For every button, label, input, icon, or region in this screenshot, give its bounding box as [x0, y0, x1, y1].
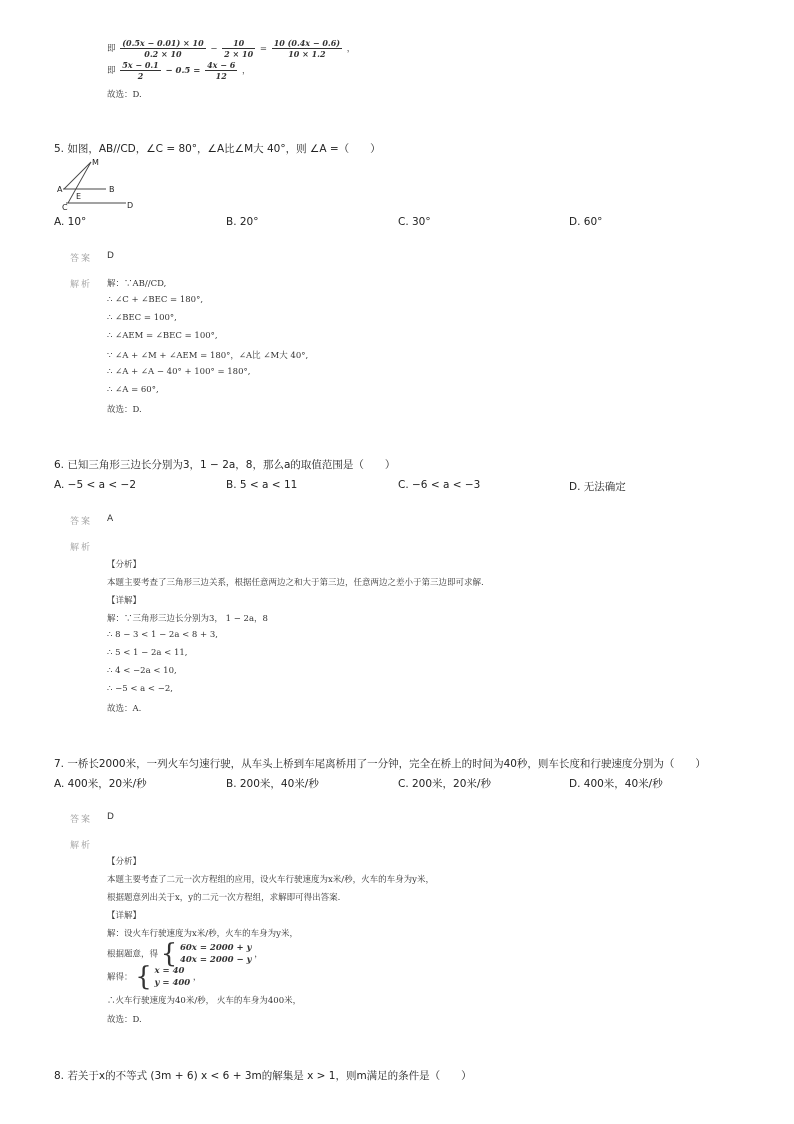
brace: { [160, 939, 178, 969]
denominator: 10 × 1.2 [288, 49, 326, 59]
q8-stem: 8. 若关于x的不等式 (3m + 6) x < 6 + 3m的解集是 x > 1，则m满足的条件是（ ） [54, 1070, 472, 1082]
q4-choose: 故选：D. [107, 90, 142, 100]
q7-analysis-line: 解：设火车行驶速度为x米/秒，火车的车身为y米， [107, 929, 298, 939]
q5-analysis-line: ∴ ∠C + ∠BEC = 180°, [107, 295, 204, 305]
q7-answer-tag: 答案 [70, 815, 93, 825]
q6-option-d[interactable]: D. 无法确定 [569, 481, 626, 493]
denominator: 2 [137, 71, 144, 81]
q6-analysis-line: 解：∵三角形三边长分别为3， 1 − 2a，8 [107, 614, 268, 624]
equation: y = 400 [154, 978, 191, 988]
q5-option-d[interactable]: D. 60° [569, 216, 603, 228]
q6-stem: 6. 已知三角形三边长分别为3，1 − 2a，8，那么a的取值范围是（ ） [54, 459, 396, 471]
solution-system [154, 965, 190, 989]
q5-analysis-line: ∴ ∠AEM = ∠BEC = 100°, [107, 331, 218, 341]
q5-analysis-tag: 解析 [70, 280, 93, 290]
q5-analysis-line: ∴ ∠A = 60°, [107, 385, 159, 395]
numerator: 10 [222, 38, 255, 49]
q7-option-c[interactable]: C. 200米，20米/秒 [398, 778, 491, 790]
q5-option-b[interactable]: B. 20° [226, 216, 259, 228]
q6-answer-tag: 答案 [70, 517, 93, 527]
q7-analysis-line: 本题主要考查了二元一次方程组的应用，设火车行驶速度为x米/秒，火车的车身为y米， [107, 875, 434, 885]
label-e: E [76, 192, 82, 201]
q5-analysis-line: 故选：D. [107, 405, 142, 415]
equation-system [180, 942, 252, 966]
line-am [64, 162, 91, 189]
q7-option-d[interactable]: D. 400米，40米/秒 [569, 778, 663, 790]
fraction [120, 60, 161, 81]
brace: { [135, 962, 152, 992]
q5-option-a[interactable]: A. 10° [54, 216, 87, 228]
q6-analysis-line: ∴ 4 < −2a < 10, [107, 666, 177, 676]
denominator: 2 × 10 [224, 49, 254, 59]
equation: x = 40 [154, 966, 185, 976]
q7-analysis-line: 【详解】 [107, 911, 142, 921]
q6-analysis-line: 【详解】 [107, 596, 142, 606]
q7-conclusion: ∴火车行驶速度为40米/秒， 火车的车身为400米， [107, 996, 302, 1006]
label-c: C [62, 203, 68, 212]
q5-figure [54, 156, 144, 212]
solution-label: 解得： [107, 972, 133, 983]
q5-option-c[interactable]: C. 30° [398, 216, 431, 228]
q5-analysis-line: ∵ ∠A + ∠M + ∠AEM = 180°，∠A比 ∠M大 40°, [107, 351, 309, 361]
punct: ， [192, 972, 202, 983]
q7-choose: 故选：D. [107, 1015, 142, 1025]
q7-stem: 7. 一桥长2000米，一列火车匀速行驶，从车头上桥到车尾离桥用了一分钟，完全在桥上的时间为40秒，则车长度和行驶速度分别为（ ） [54, 758, 706, 770]
q5-analysis-line: 解：∵AB//CD, [107, 279, 167, 289]
q6-analysis-line: 【分析】 [107, 560, 142, 570]
label-d: D [127, 201, 134, 210]
q7-solution-line [107, 964, 201, 990]
q6-option-c[interactable]: C. −6 < a < −3 [398, 479, 481, 491]
q5-answer-tag: 答案 [70, 254, 93, 264]
numerator: 5x − 0.1 [122, 60, 159, 70]
numerator: 10 (0.4x − 0.6) [273, 38, 341, 48]
q7-option-a[interactable]: A. 400米，20米/秒 [54, 778, 147, 790]
q7-analysis-tag: 解析 [70, 841, 93, 851]
system-label: 根据题意，得 [107, 949, 159, 960]
q7-answer: D [107, 812, 114, 822]
label-b: B [109, 185, 115, 194]
q5-analysis-line: ∴ ∠BEC = 100°, [107, 313, 177, 323]
q5-stem: 5. 如图，AB//CD，∠C = 80°，∠A比∠M大 40°，则 ∠A =（ ） [54, 143, 381, 155]
denominator: 0.2 × 10 [144, 49, 182, 59]
q6-analysis-tag: 解析 [70, 543, 93, 553]
denominator: 12 [215, 71, 227, 81]
fraction [222, 38, 255, 59]
numerator: (0.5x − 0.01) × 10 [122, 38, 204, 48]
q4-sol-prefix: 即 [107, 66, 116, 76]
operator: = [259, 44, 267, 54]
fraction [272, 38, 342, 59]
expression: − 0.5 = [165, 66, 201, 76]
equation: 40x = 2000 − y [179, 955, 252, 965]
q7-option-b[interactable]: B. 200米，40米/秒 [226, 778, 319, 790]
q6-analysis-line: 故选：A. [107, 704, 142, 714]
numerator: 4x − 6 [207, 60, 236, 70]
q5-answer: D [107, 251, 114, 261]
punct: ， [346, 44, 356, 54]
q6-option-b[interactable]: B. 5 < a < 11 [226, 479, 298, 491]
fraction [120, 38, 205, 59]
equation: 60x = 2000 + y [179, 943, 252, 953]
q6-answer: A [107, 514, 114, 524]
q6-analysis-line: ∴ −5 < a < −2, [107, 684, 173, 694]
q4-sol-prefix: 即 [107, 44, 116, 54]
label-m: M [92, 158, 99, 167]
q6-analysis-line: ∴ 8 − 3 < 1 − 2a < 8 + 3, [107, 630, 218, 640]
q6-option-a[interactable]: A. −5 < a < −2 [54, 479, 137, 491]
fraction [205, 60, 237, 81]
q4-solution-line-2 [107, 60, 251, 81]
q4-solution-line-1 [107, 38, 355, 59]
punct: ， [242, 66, 251, 76]
q6-analysis-line: ∴ 5 < 1 − 2a < 11, [107, 648, 188, 658]
punct: ， [254, 949, 263, 960]
q6-analysis-line: 本题主要考查了三角形三边关系，根据任意两边之和大于第三边，任意两边之差小于第三边即可求解. [107, 578, 484, 588]
q5-analysis-line: ∴ ∠A + ∠A − 40° + 100° = 180°, [107, 367, 251, 377]
label-a: A [57, 185, 63, 194]
operator: − [210, 44, 218, 54]
q7-analysis-line: 根据题意列出关于x，y的二元一次方程组，求解即可得出答案. [107, 893, 341, 903]
q7-analysis-line: 【分析】 [107, 857, 142, 867]
